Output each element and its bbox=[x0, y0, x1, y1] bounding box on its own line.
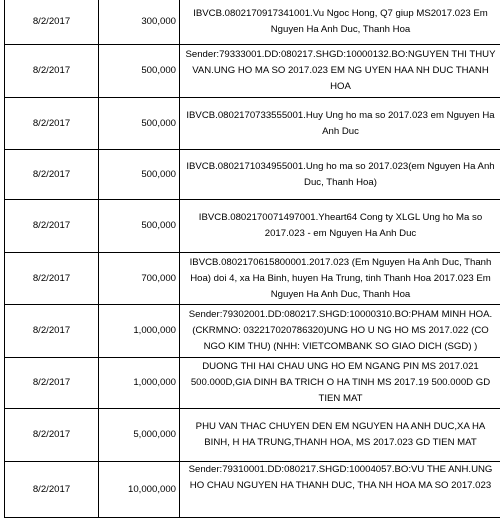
date-cell: 8/2/2017 bbox=[5, 200, 99, 253]
date-cell: 8/2/2017 bbox=[5, 98, 99, 150]
amount-cell: 500,000 bbox=[99, 98, 180, 150]
amount-cell: 500,000 bbox=[99, 200, 180, 253]
transactions-table bbox=[4, 0, 500, 518]
date-cell: 8/2/2017 bbox=[5, 462, 99, 518]
description-cell: Sender:79302001.DD:080217.SHGD:10000310.BO:PHAM MINH HOA.(CKRMNO: 032217020786320)UNG HO U NG HO MS 2017.022 (CO NGO KIM THU) (NHH: VIETCOMBANK SO GIAO DICH (SGD) ) bbox=[180, 305, 500, 358]
description-cell: PHU VAN THAC CHUYEN DEN EM NGUYEN HA ANH DUC,XA HA BINH, H HA TRUNG,THANH HOA, MS 2017.023 GD TIEN MAT bbox=[180, 409, 500, 462]
amount-cell: 1,000,000 bbox=[99, 305, 180, 358]
description-cell: DUONG THI HAI CHAU UNG HO EM NGANG PIN MS 2017.021 500.000D,GIA DINH BA TRICH O HA TINH MS 2017.19 500.000D GD TIEN MAT bbox=[180, 358, 500, 409]
table-row bbox=[5, 358, 500, 409]
amount-cell: 300,000 bbox=[99, 0, 180, 45]
table-row bbox=[5, 0, 500, 45]
amount-cell: 500,000 bbox=[99, 150, 180, 200]
description-cell: IBVCB.0802170917341001.Vu Ngoc Hong, Q7 giup MS2017.023 Em Nguyen Ha Anh Duc, Thanh Hoa bbox=[180, 0, 500, 45]
table-row bbox=[5, 305, 500, 358]
table-row bbox=[5, 253, 500, 305]
amount-cell: 10,000,000 bbox=[99, 462, 180, 518]
description-cell: IBVCB.0802171034955001.Ung ho ma so 2017.023(em Nguyen Ha Anh Duc, Thanh Hoa) bbox=[180, 150, 500, 200]
date-cell: 8/2/2017 bbox=[5, 45, 99, 98]
table-row bbox=[5, 45, 500, 98]
amount-cell: 5,000,000 bbox=[99, 409, 180, 462]
amount-cell: 700,000 bbox=[99, 253, 180, 305]
table-row bbox=[5, 462, 500, 518]
description-cell: IBVCB.0802170615800001.2017.023 (Em Nguyen Ha Anh Duc, Thanh Hoa) doi 4, xa Ha Binh, huyen Ha Trung, tinh Thanh Hoa 2017.023 Em Nguyen Ha Anh Duc, Thanh Hoa bbox=[180, 253, 500, 305]
description-cell: Sender:79310001.DD:080217.SHGD:10004057.BO:VU THE ANH.UNG HO CHAU NGUYEN HA THANH DUC, THA NH HOA MA SO 2017.023 bbox=[180, 462, 500, 518]
table-row bbox=[5, 409, 500, 462]
table-row bbox=[5, 200, 500, 253]
description-cell: Sender:79333001.DD:080217.SHGD:10000132.BO:NGUYEN THI THUY VAN.UNG HO MA SO 2017.023 EM NG UYEN HAA NH DUC THANH HOA bbox=[180, 45, 500, 98]
date-cell: 8/2/2017 bbox=[5, 253, 99, 305]
table-row bbox=[5, 150, 500, 200]
amount-cell: 1,000,000 bbox=[99, 358, 180, 409]
description-cell: IBVCB.0802170071497001.Yheart64 Cong ty XLGL Ung ho Ma so 2017.023 - em Nguyen Ha Anh Duc bbox=[180, 200, 500, 253]
date-cell: 8/2/2017 bbox=[5, 0, 99, 45]
date-cell: 8/2/2017 bbox=[5, 305, 99, 358]
amount-cell: 500,000 bbox=[99, 45, 180, 98]
date-cell: 8/2/2017 bbox=[5, 150, 99, 200]
date-cell: 8/2/2017 bbox=[5, 409, 99, 462]
description-cell: IBVCB.0802170733555001.Huy Ung ho ma so 2017.023 em Nguyen Ha Anh Duc bbox=[180, 98, 500, 150]
table-row bbox=[5, 98, 500, 150]
date-cell: 8/2/2017 bbox=[5, 358, 99, 409]
